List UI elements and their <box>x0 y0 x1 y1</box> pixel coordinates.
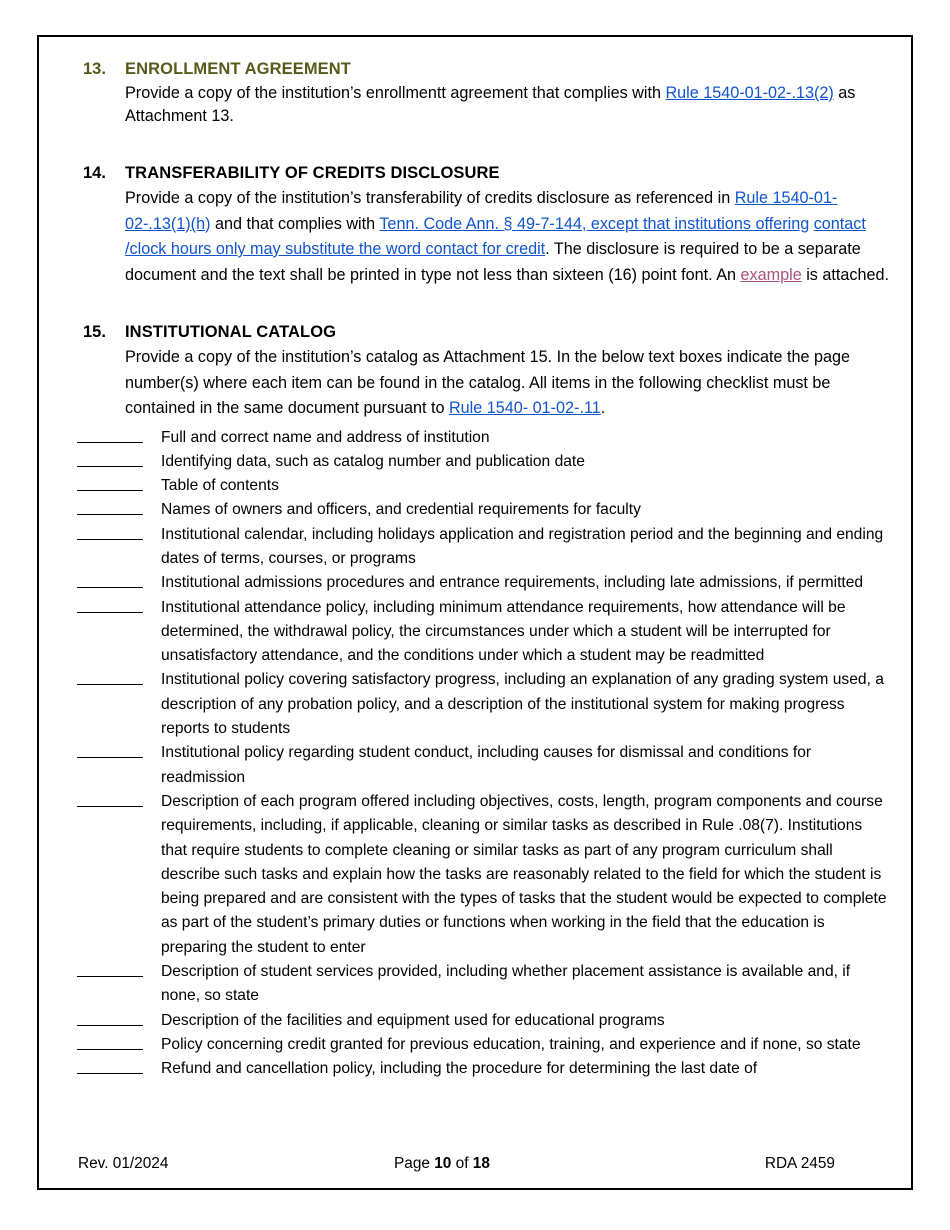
checklist-item <box>77 474 889 498</box>
page-footer <box>61 1150 889 1178</box>
checklist-page-number-blank[interactable] <box>77 514 143 515</box>
section-14-text-4: . The disclosure is required to be a separate document and the text shall be printed in type not less than sixteen (16) point font. An <box>125 240 861 284</box>
checklist-page-number-blank[interactable] <box>77 612 143 613</box>
checklist-item <box>77 450 889 474</box>
link-rule-1540-01-02-13-2[interactable]: Rule 1540-01-02-.13(2) <box>665 84 834 102</box>
checklist-item-label: Table of contents <box>161 477 279 495</box>
section-13-text-after: as Attachment 13. <box>125 84 856 125</box>
footer-revision: Rev. 01/2024 <box>78 1155 169 1172</box>
checklist-item-label: Refund and cancellation policy, including the procedure for determining the last date of <box>161 1060 758 1078</box>
section-body-14 <box>125 186 889 288</box>
checklist-item-label: Institutional calendar, including holidays application and registration period and the beginning and ending dates of terms, courses, or programs <box>161 525 884 567</box>
checklist-page-number-blank[interactable] <box>77 442 143 443</box>
link-tenn-code-ann-49-7-144[interactable]: Tenn. Code Ann. § 49-7-144, except that institutions offering <box>379 214 810 233</box>
checklist-page-number-blank[interactable] <box>77 539 143 540</box>
section-number-15: 15. <box>83 323 106 341</box>
checklist-page-number-blank[interactable] <box>77 587 143 588</box>
section-title-14: TRANSFERABILITY OF CREDITS DISCLOSURE <box>125 164 500 182</box>
section-15-text-2: . <box>600 399 606 417</box>
catalog-checklist <box>61 426 889 1082</box>
checklist-item-label: Institutional attendance policy, including minimum attendance requirements, how attendance will be determined, the withdrawal policy, the circumstances under which a student will be interrupted for unsatisfactory attendance, and the conditions under which a student may be readmitted <box>161 598 846 665</box>
checklist-item-label: Institutional policy regarding student conduct, including causes for dismissal and conditions for readmission <box>161 744 812 786</box>
footer-page-word: Page <box>394 1155 430 1172</box>
checklist-item-label: Identifying data, such as catalog number and publication date <box>161 452 585 470</box>
section-number-14: 14. <box>83 164 106 182</box>
document-page <box>37 35 913 1190</box>
checklist-item <box>77 571 889 595</box>
section-14-text-2: and that complies with <box>210 214 380 233</box>
link-rule-1540-01-02-13-1-h[interactable]: Rule 1540-01-02-.13(1)(h) <box>125 189 838 233</box>
checklist-item-label: Names of owners and officers, and credential requirements for faculty <box>161 501 641 519</box>
checklist-page-number-blank[interactable] <box>77 806 143 807</box>
checklist-item-label: Description of the facilities and equipment used for educational programs <box>161 1011 665 1029</box>
checklist-item-label: Institutional admissions procedures and entrance requirements, including late admissions, if permitted <box>161 574 864 592</box>
checklist-item-label: Institutional policy covering satisfactory progress, including an explanation of any grading system used, a description of any probation policy, and a description of the institutional system for making progress reports to students <box>161 671 884 738</box>
checklist-item <box>77 523 889 572</box>
section-transferability-of-credits <box>61 161 889 288</box>
footer-of-word: of <box>455 1155 469 1172</box>
checklist-page-number-blank[interactable] <box>77 684 143 685</box>
checklist-item <box>77 741 889 790</box>
checklist-item <box>77 498 889 522</box>
section-institutional-catalog <box>61 320 889 422</box>
checklist-item-label: Description of each program offered including objectives, costs, length, program components and course requirements, including, if applicable, cleaning or similar tasks as described in Rule .08(7). Institutions that require students to complete cleaning or similar tasks as part of any program curriculum shall describe such tasks and explain how the tasks are reasonably related to the field for which the student is being prepared and are consistent with the types of tasks that the student would be expected to complete as part of the student’s primary duties or functions when working in the field that the education is preparing the student to enter <box>161 792 887 956</box>
checklist-page-number-blank[interactable] <box>77 466 143 467</box>
checklist-item <box>77 1009 889 1033</box>
checklist-item <box>77 1033 889 1057</box>
section-body-13 <box>125 82 889 127</box>
section-title-15: INSTITUTIONAL CATALOG <box>125 323 337 341</box>
section-enrollment-agreement <box>61 57 889 127</box>
checklist-item <box>77 960 889 1009</box>
footer-page-number: 10 <box>434 1155 452 1172</box>
checklist-item <box>77 790 889 960</box>
link-rule-1540-01-02-11[interactable]: Rule 1540- 01-02-.11 <box>448 399 601 417</box>
section-title-13: ENROLLMENT AGREEMENT <box>125 60 351 78</box>
checklist-page-number-blank[interactable] <box>77 1049 143 1050</box>
checklist-page-number-blank[interactable] <box>77 1025 143 1026</box>
page-content <box>39 37 911 1188</box>
link-contact-clock-hours[interactable]: contact /clock hours only may substitute the word contact for credit <box>125 214 866 258</box>
checklist-item <box>77 1057 889 1081</box>
checklist-item <box>77 596 889 669</box>
section-14-text-1: Provide a copy of the institution’s transferability of credits disclosure as referenced in <box>125 189 735 207</box>
section-body-15 <box>125 345 889 422</box>
checklist-page-number-blank[interactable] <box>77 490 143 491</box>
checklist-item-label: Full and correct name and address of institution <box>161 428 490 446</box>
checklist-page-number-blank[interactable] <box>77 757 143 758</box>
footer-page-indicator <box>394 1150 490 1178</box>
checklist-item-label: Description of student services provided, including whether placement assistance is available and, if none, so state <box>161 963 851 1005</box>
checklist-page-number-blank[interactable] <box>77 976 143 977</box>
section-14-text-5: is attached. <box>801 265 889 284</box>
footer-total-pages: 18 <box>472 1155 490 1172</box>
link-example[interactable]: example <box>740 265 802 284</box>
checklist-item <box>77 426 889 450</box>
checklist-item <box>77 668 889 741</box>
section-13-text-before: Provide a copy of the institution’s enrollmentt agreement that complies with <box>125 84 666 102</box>
footer-rda: RDA 2459 <box>764 1155 835 1172</box>
checklist-item-label: Policy concerning credit granted for previous education, training, and experience and if none, so state <box>161 1035 861 1053</box>
section-number-13: 13. <box>83 60 106 78</box>
checklist-page-number-blank[interactable] <box>77 1073 143 1074</box>
section-15-text-1: Provide a copy of the institution’s catalog as Attachment 15. In the below text boxes indicate the page number(s) where each item can be found in the catalog. All items in the following checklist must be contained in the same document pursuant to <box>125 348 850 417</box>
